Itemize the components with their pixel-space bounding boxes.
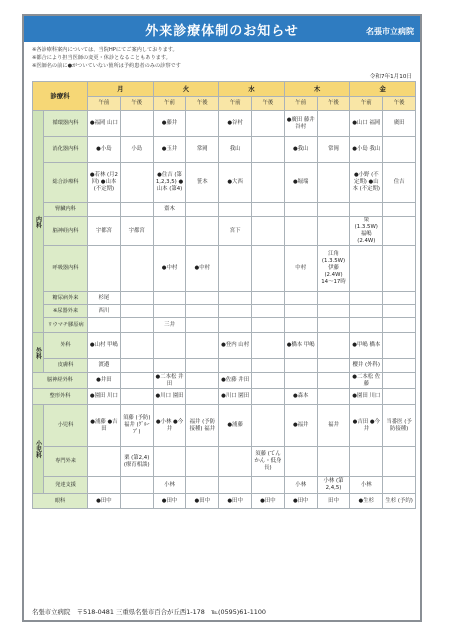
- doctor-cell: [120, 359, 153, 373]
- doctor-cell: ●小野 (不定期) ●山本 (不定期): [350, 163, 383, 203]
- note-line: ※医師名の前に●がついていない箇所は予約患者のみの診察です: [32, 63, 181, 69]
- doctor-cell: [284, 359, 317, 373]
- doctor-cell: [350, 305, 383, 318]
- doctor-cell: [186, 359, 219, 373]
- schedule-row: [33, 494, 416, 509]
- doctor-cell: ●小島: [88, 137, 121, 163]
- doctor-cell: ●田中: [252, 494, 285, 509]
- group-label: 小児科: [33, 405, 44, 494]
- doctor-cell: [383, 305, 416, 318]
- schedule-row: [33, 217, 416, 246]
- doctor-cell: ●福井: [284, 405, 317, 447]
- doctor-cell: [186, 389, 219, 405]
- dept-label: 外科: [44, 333, 88, 359]
- doctor-cell: [219, 246, 252, 292]
- header-dept: 診療科: [33, 82, 88, 111]
- doctor-cell: ●田中: [88, 494, 121, 509]
- doctor-cell: [284, 318, 317, 333]
- doctor-cell: ●玉井: [153, 137, 186, 163]
- schedule-row: [33, 373, 416, 389]
- doctor-cell: [317, 111, 350, 137]
- doctor-cell: [350, 447, 383, 477]
- notes: [32, 46, 181, 70]
- doctor-cell: 西川: [88, 305, 121, 318]
- dept-label: 糖尿病外来: [44, 292, 88, 305]
- doctor-cell: [186, 373, 219, 389]
- doctor-cell: [219, 305, 252, 318]
- doctor-cell: [317, 163, 350, 203]
- doctor-cell: [252, 292, 285, 305]
- doctor-cell: 小林 (第2,4,5): [317, 477, 350, 494]
- schedule-row: [33, 318, 416, 333]
- dept-label: 循環器内科: [44, 111, 88, 137]
- doctor-cell: [383, 292, 416, 305]
- doctor-cell: ●井田: [88, 373, 121, 389]
- doctor-cell: [317, 333, 350, 359]
- doctor-cell: [317, 389, 350, 405]
- header-pm: 午後: [252, 97, 285, 111]
- doctor-cell: ●川口 園田: [219, 389, 252, 405]
- doctor-cell: 常岡: [186, 137, 219, 163]
- doctor-cell: [88, 447, 121, 477]
- doctor-cell: ●山村 甲嶋: [88, 333, 121, 359]
- doctor-cell: 櫻井 (外科): [350, 359, 383, 373]
- doctor-cell: [186, 203, 219, 217]
- doctor-cell: 我山: [219, 137, 252, 163]
- doctor-cell: 当番医 (予防接種): [383, 405, 416, 447]
- doctor-cell: 常岡: [317, 137, 350, 163]
- doctor-cell: [120, 333, 153, 359]
- doctor-cell: [219, 292, 252, 305]
- doctor-cell: ●小林 ●今井: [153, 405, 186, 447]
- doctor-cell: [186, 333, 219, 359]
- doctor-cell: [383, 246, 416, 292]
- page-title: 外来診療体制のお知らせ: [145, 24, 299, 39]
- doctor-cell: ●二本松 井田: [153, 373, 186, 389]
- doctor-cell: 齋木: [153, 203, 186, 217]
- header-am: 午前: [153, 97, 186, 111]
- doctor-cell: 福井: [317, 405, 350, 447]
- doctor-cell: [284, 447, 317, 477]
- schedule-row: [33, 477, 416, 494]
- dept-label: リウマチ膠原病: [44, 318, 88, 333]
- doctor-cell: [88, 246, 121, 292]
- doctor-cell: [350, 246, 383, 292]
- doctor-cell: 小島: [120, 137, 153, 163]
- doctor-cell: [350, 318, 383, 333]
- header-am: 午前: [88, 97, 121, 111]
- doctor-cell: ●大西: [219, 163, 252, 203]
- doctor-cell: ●藤井: [153, 111, 186, 137]
- doctor-cell: 渡邉: [88, 359, 121, 373]
- doctor-cell: 須藤 (予防) 福井 (ｸﾞﾙｰﾌﾟ): [120, 405, 153, 447]
- doctor-cell: ●谷村: [219, 111, 252, 137]
- doctor-cell: [317, 447, 350, 477]
- doctor-cell: [219, 203, 252, 217]
- doctor-cell: [120, 373, 153, 389]
- doctor-cell: [88, 318, 121, 333]
- doctor-cell: ●佐藤 井田: [219, 373, 252, 389]
- doctor-cell: ●田中: [186, 494, 219, 509]
- doctor-cell: [317, 373, 350, 389]
- doctor-cell: ●若林 (月2回) ●山本 (不定期): [88, 163, 121, 203]
- doctor-cell: [252, 163, 285, 203]
- doctor-cell: [383, 389, 416, 405]
- doctor-cell: [350, 203, 383, 217]
- doctor-cell: [153, 447, 186, 477]
- doctor-cell: [284, 203, 317, 217]
- schedule-row: [33, 447, 416, 477]
- doctor-cell: ●甲嶋 橋本: [350, 333, 383, 359]
- doctor-cell: [186, 447, 219, 477]
- schedule-row: [33, 111, 416, 137]
- doctor-cell: [120, 305, 153, 318]
- doctor-cell: [186, 305, 219, 318]
- doctor-cell: ●吉田 ●今井: [350, 405, 383, 447]
- doctor-cell: [383, 447, 416, 477]
- doctor-cell: [120, 111, 153, 137]
- doctor-cell: 住吉: [383, 163, 416, 203]
- doctor-cell: [317, 359, 350, 373]
- dept-label: 眼科: [33, 494, 88, 509]
- doctor-cell: ●山口 福岡: [350, 111, 383, 137]
- doctor-cell: [219, 318, 252, 333]
- dept-label: 整形外科: [33, 389, 88, 405]
- doctor-cell: 廣田: [383, 111, 416, 137]
- dept-label: 発達支援: [44, 477, 88, 494]
- header-pm: 午後: [383, 97, 416, 111]
- doctor-cell: [252, 111, 285, 137]
- hospital-name: 名張市立病院: [366, 27, 414, 36]
- doctor-cell: 田中: [317, 494, 350, 509]
- header-day: 火: [153, 82, 219, 97]
- doctor-cell: ●福岡 山口: [88, 111, 121, 137]
- doctor-cell: [383, 318, 416, 333]
- doctor-cell: ●園田 川口: [88, 389, 121, 405]
- schedule-row: [33, 389, 416, 405]
- dept-label: 腎臓内科: [44, 203, 88, 217]
- doctor-cell: [120, 477, 153, 494]
- schedule-row: [33, 203, 416, 217]
- schedule-table: [32, 81, 416, 509]
- header-pm: 午後: [120, 97, 153, 111]
- doctor-cell: 小林: [284, 477, 317, 494]
- doctor-cell: [317, 318, 350, 333]
- doctor-cell: [383, 373, 416, 389]
- doctor-cell: ●園田 川口: [350, 389, 383, 405]
- doctor-cell: [383, 217, 416, 246]
- schedule-page: [22, 14, 422, 622]
- header-am: 午前: [219, 97, 252, 111]
- doctor-cell: 笹本: [186, 163, 219, 203]
- header-day: 金: [350, 82, 416, 97]
- doctor-cell: ●森本: [284, 389, 317, 405]
- doctor-cell: 宇都宮: [88, 217, 121, 246]
- doctor-cell: [252, 137, 285, 163]
- note-line: ※各診療科案内については、当院HPにてご案内しております。: [32, 47, 178, 53]
- doctor-cell: [120, 494, 153, 509]
- doctor-cell: 宮下: [219, 217, 252, 246]
- doctor-cell: 宇都宮: [120, 217, 153, 246]
- dept-label: ※尿器外来: [44, 305, 88, 318]
- doctor-cell: 栗 (第2,4) (療育相談): [120, 447, 153, 477]
- doctor-cell: ●中村: [186, 246, 219, 292]
- doctor-cell: [317, 217, 350, 246]
- doctor-cell: ●廣田 藤井 谷村: [284, 111, 317, 137]
- doctor-cell: 生杉 (予約): [383, 494, 416, 509]
- header-pm: 午後: [186, 97, 219, 111]
- doctor-cell: [120, 318, 153, 333]
- doctor-cell: ●住吉 (第1,2,3,5) ●山本 (第4): [153, 163, 186, 203]
- doctor-cell: [252, 477, 285, 494]
- doctor-cell: 福井 (予防接種) 福井: [186, 405, 219, 447]
- doctor-cell: [350, 292, 383, 305]
- doctor-cell: [252, 305, 285, 318]
- doctor-cell: [219, 447, 252, 477]
- doctor-cell: ●我山: [284, 137, 317, 163]
- doctor-cell: ●生杉: [350, 494, 383, 509]
- doctor-cell: [252, 318, 285, 333]
- doctor-cell: [284, 217, 317, 246]
- doctor-cell: [153, 359, 186, 373]
- schedule-row: [33, 333, 416, 359]
- doctor-cell: [120, 389, 153, 405]
- group-label: 外科: [33, 333, 44, 373]
- dept-label: 脳神経内科: [44, 217, 88, 246]
- doctor-cell: ●堀端: [284, 163, 317, 203]
- doctor-cell: 杉尾: [88, 292, 121, 305]
- schedule-row: [33, 163, 416, 203]
- header-pm: 午後: [317, 97, 350, 111]
- doctor-cell: [219, 359, 252, 373]
- doctor-cell: 江角 (1.3.5W) 伊藤 (2.4W) 14〜17時: [317, 246, 350, 292]
- doctor-cell: 中村: [284, 246, 317, 292]
- doctor-cell: [219, 477, 252, 494]
- group-label: 内科: [33, 111, 44, 333]
- doctor-cell: [120, 246, 153, 292]
- header-day: 木: [284, 82, 350, 97]
- doctor-cell: [317, 292, 350, 305]
- doctor-cell: [383, 203, 416, 217]
- doctor-cell: ●田中: [219, 494, 252, 509]
- doctor-cell: [120, 292, 153, 305]
- doctor-cell: 榮 (1.3.5W) 福嶋 (2.4W): [350, 217, 383, 246]
- doctor-cell: [186, 318, 219, 333]
- header-am: 午前: [350, 97, 383, 111]
- doctor-cell: [383, 333, 416, 359]
- dept-label: 総合診療科: [44, 163, 88, 203]
- doctor-cell: 須藤 (てんかん・低身長): [252, 447, 285, 477]
- schedule-row: [33, 305, 416, 318]
- doctor-cell: [186, 217, 219, 246]
- doctor-cell: [252, 389, 285, 405]
- doctor-cell: [186, 477, 219, 494]
- dept-label: 専門外来: [44, 447, 88, 477]
- doctor-cell: ●川口 園田: [153, 389, 186, 405]
- doctor-cell: [252, 373, 285, 389]
- doctor-cell: ●中村: [153, 246, 186, 292]
- header-day: 月: [88, 82, 154, 97]
- doctor-cell: 三井: [153, 318, 186, 333]
- doctor-cell: [153, 333, 186, 359]
- schedule-row: [33, 292, 416, 305]
- doctor-cell: [252, 333, 285, 359]
- doctor-cell: [383, 137, 416, 163]
- doctor-cell: [153, 292, 186, 305]
- doctor-cell: [252, 203, 285, 217]
- issue-date: 令和7年1月10日: [369, 74, 412, 80]
- dept-label: 皮膚科: [44, 359, 88, 373]
- doctor-cell: [153, 217, 186, 246]
- footer-address: 名張市立病院 〒518-0481 三重県名張市百合が丘西1-178 ℡(0595)61-1100: [32, 608, 266, 616]
- doctor-cell: [252, 405, 285, 447]
- header-day: 水: [219, 82, 285, 97]
- doctor-cell: ●田中: [284, 494, 317, 509]
- doctor-cell: [186, 111, 219, 137]
- doctor-cell: [284, 305, 317, 318]
- doctor-cell: [317, 305, 350, 318]
- title-banner: [24, 16, 420, 42]
- dept-label: 消化器内科: [44, 137, 88, 163]
- note-line: ※都合により担当医師の変更・休診となることもあります。: [32, 55, 171, 61]
- doctor-cell: 小林: [153, 477, 186, 494]
- doctor-cell: [120, 163, 153, 203]
- doctor-cell: [284, 373, 317, 389]
- doctor-cell: ●登内 山村: [219, 333, 252, 359]
- doctor-cell: [186, 292, 219, 305]
- doctor-cell: ●橋本 甲嶋: [284, 333, 317, 359]
- schedule-row: [33, 405, 416, 447]
- doctor-cell: [252, 246, 285, 292]
- doctor-cell: [120, 203, 153, 217]
- schedule-row: [33, 137, 416, 163]
- schedule-row: [33, 359, 416, 373]
- doctor-cell: [284, 292, 317, 305]
- doctor-cell: [153, 305, 186, 318]
- doctor-cell: [88, 203, 121, 217]
- doctor-cell: 小林: [350, 477, 383, 494]
- dept-label: 脳神経外科: [33, 373, 88, 389]
- dept-label: 小児科: [44, 405, 88, 447]
- doctor-cell: [252, 359, 285, 373]
- doctor-cell: ●浦藤: [219, 405, 252, 447]
- doctor-cell: [383, 477, 416, 494]
- header-am: 午前: [284, 97, 317, 111]
- doctor-cell: [317, 203, 350, 217]
- doctor-cell: ●小島 我山: [350, 137, 383, 163]
- doctor-cell: [383, 359, 416, 373]
- doctor-cell: ●二本松 佐藤: [350, 373, 383, 389]
- dept-label: 呼吸器内科: [44, 246, 88, 292]
- doctor-cell: [88, 477, 121, 494]
- schedule-row: [33, 246, 416, 292]
- doctor-cell: [252, 217, 285, 246]
- doctor-cell: ●田中: [153, 494, 186, 509]
- doctor-cell: ●浦藤 ●吉田: [88, 405, 121, 447]
